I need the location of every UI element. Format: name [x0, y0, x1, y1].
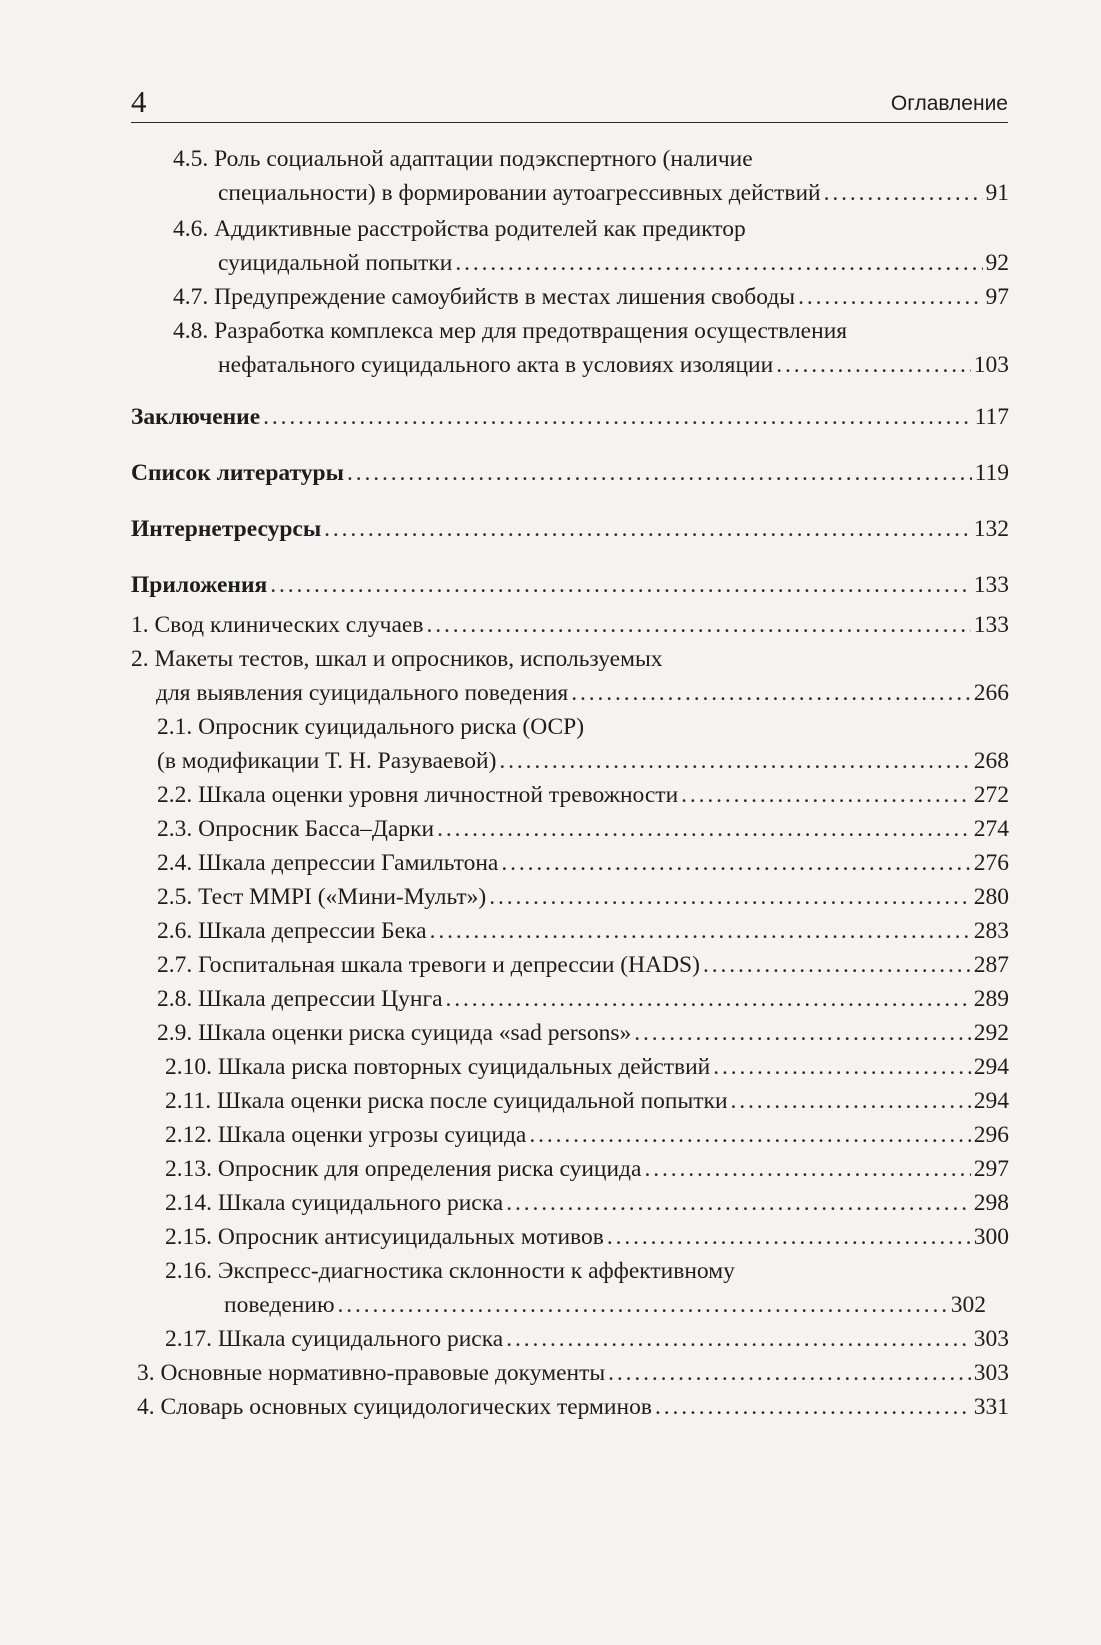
entry-title: Шкала оценки риска после суицидальной попытки: [217, 1088, 728, 1114]
entry-page: 294: [973, 1054, 1009, 1080]
dot-leader: [713, 1050, 970, 1084]
entry-page: 289: [973, 986, 1009, 1012]
dot-leader: [608, 1356, 971, 1390]
entry-number: 3.: [137, 1360, 155, 1386]
entry-title: Шкала депрессии Бека: [198, 918, 427, 944]
entry-number: 4.8.: [173, 318, 209, 344]
toc-entry-appendix-2-5[interactable]: [157, 880, 1009, 914]
entry-title-continued: поведению: [224, 1292, 335, 1318]
entry-title: Опросник Басса–Дарки: [198, 816, 435, 842]
entry-title: Шкала оценки риска суицида «sad persons»: [198, 1020, 632, 1046]
entry-page: 97: [985, 284, 1009, 310]
entry-title: Опросник для определения риска суицида: [217, 1156, 642, 1182]
entry-title: Роль социальной адаптации подэкспертного (наличие: [214, 146, 753, 172]
entry-title: Опросник антисуицидальных мотивов: [217, 1224, 604, 1250]
toc-entry-appendix-2-16[interactable]: [165, 1254, 986, 1322]
entry-page: 91: [985, 180, 1009, 206]
entry-number: 2.12.: [165, 1122, 212, 1148]
toc-entry-appendix-2-10[interactable]: [165, 1050, 1009, 1084]
dot-leader: [798, 280, 982, 314]
dot-leader: [499, 744, 970, 778]
entry-title: Приложения: [131, 572, 268, 598]
entry-title-continued: для выявления суицидального поведения: [156, 680, 569, 706]
entry-page: 276: [973, 850, 1009, 876]
entry-title: Аддиктивные расстройства родителей как предиктор: [214, 216, 746, 242]
entry-number: 2.: [131, 646, 149, 672]
toc-entry-appendix-3[interactable]: [137, 1356, 1009, 1390]
entry-title: Разработка комплекса мер для предотвращения осуществления: [214, 318, 848, 344]
toc-entry-appendix-2-2[interactable]: [157, 778, 1009, 812]
toc-entry-appendix-2-17[interactable]: [165, 1322, 1009, 1356]
toc-entry-appendix-4[interactable]: [137, 1390, 1009, 1424]
entry-title: Шкала риска повторных суицидальных действий: [217, 1054, 711, 1080]
entry-number: 4.7.: [173, 284, 209, 310]
dot-leader: [347, 456, 972, 490]
toc-entry-appendix-2-9[interactable]: [157, 1016, 1009, 1050]
entry-number: 4.: [137, 1394, 155, 1420]
entry-number: 2.2.: [157, 782, 193, 808]
toc-entry-appendix-2-1[interactable]: [157, 710, 1009, 778]
entry-page: 298: [973, 1190, 1009, 1216]
toc-entry-4-7[interactable]: [173, 280, 1009, 314]
entry-title: Экспресс-диагностика склонности к аффективному: [217, 1258, 735, 1284]
toc-entry-4-8[interactable]: [173, 314, 1009, 382]
dot-leader: [681, 778, 971, 812]
entry-page: 302: [950, 1292, 986, 1318]
entry-title: Госпитальная шкала тревоги и депрессии (HADS): [198, 952, 700, 978]
entry-page: 132: [973, 516, 1009, 542]
page-header: [131, 82, 1008, 123]
toc-entry-references[interactable]: [131, 456, 1009, 490]
entry-number: 1.: [131, 612, 149, 638]
entry-page: 300: [973, 1224, 1009, 1250]
toc-entry-appendix-2-12[interactable]: [165, 1118, 1009, 1152]
toc-entry-appendix-2[interactable]: [131, 642, 1009, 710]
entry-number: 2.15.: [165, 1224, 212, 1250]
dot-leader: [824, 176, 983, 210]
entry-page: 297: [973, 1156, 1009, 1182]
dot-leader: [501, 846, 970, 880]
entry-title: Интернетресурсы: [131, 516, 322, 542]
entry-number: 2.5.: [157, 884, 193, 910]
entry-number: 2.14.: [165, 1190, 212, 1216]
entry-page: 272: [973, 782, 1009, 808]
entry-title-continued: нефатального суицидального акта в условиях изоляции: [218, 352, 774, 378]
dot-leader: [731, 1084, 971, 1118]
entry-page: 266: [973, 680, 1009, 706]
entry-page: 133: [973, 612, 1009, 638]
dot-leader: [446, 982, 971, 1016]
toc-entry-appendix-2-6[interactable]: [157, 914, 1009, 948]
entry-title: Шкала оценки уровня личностной тревожности: [198, 782, 679, 808]
entry-number: 4.6.: [173, 216, 209, 242]
entry-title: Основные нормативно-правовые документы: [160, 1360, 606, 1386]
entry-title: Шкала суицидального риска: [217, 1190, 504, 1216]
entry-page: 133: [973, 572, 1009, 598]
entry-title: Шкала депрессии Гамильтона: [198, 850, 499, 876]
entry-page: 292: [973, 1020, 1009, 1046]
entry-page: 117: [974, 404, 1009, 430]
entry-number: 2.3.: [157, 816, 193, 842]
dot-leader: [529, 1118, 970, 1152]
entry-number: 2.4.: [157, 850, 193, 876]
dot-leader: [506, 1186, 971, 1220]
dot-leader: [703, 948, 971, 982]
entry-number: 2.10.: [165, 1054, 212, 1080]
toc-entry-appendix-2-13[interactable]: [165, 1152, 1009, 1186]
entry-page: 283: [973, 918, 1009, 944]
running-title: Оглавление: [890, 92, 1008, 115]
dot-leader: [437, 812, 971, 846]
dot-leader: [489, 880, 971, 914]
entry-title-continued: суицидальной попытки: [218, 250, 453, 276]
entry-page: 296: [973, 1122, 1009, 1148]
entry-page: 331: [973, 1394, 1009, 1420]
entry-page: 303: [973, 1326, 1009, 1352]
entry-title-continued: специальности) в формировании аутоагрессивных действий: [218, 180, 821, 206]
entry-page: 303: [973, 1360, 1009, 1386]
page-number: 4: [131, 84, 147, 119]
dot-leader: [430, 914, 971, 948]
entry-number: 2.11.: [165, 1088, 212, 1114]
toc-entry-appendix-2-14[interactable]: [165, 1186, 1009, 1220]
entry-title: Шкала суицидального риска: [217, 1326, 504, 1352]
entry-page: 92: [985, 250, 1009, 276]
dot-leader: [644, 1152, 970, 1186]
entry-number: 2.7.: [157, 952, 193, 978]
dot-leader: [324, 512, 971, 546]
dot-leader: [426, 608, 970, 642]
entry-page: 280: [973, 884, 1009, 910]
toc-entry-appendix-2-15[interactable]: [165, 1220, 1009, 1254]
entry-title: Предупреждение самоубийств в местах лишения свободы: [214, 284, 796, 310]
entry-number: 2.9.: [157, 1020, 193, 1046]
dot-leader: [634, 1016, 971, 1050]
entry-number: 2.13.: [165, 1156, 212, 1182]
entry-page: 287: [973, 952, 1009, 978]
entry-title-continued: (в модификации Т. Н. Разуваевой): [157, 748, 497, 774]
dot-leader: [655, 1390, 971, 1424]
dot-leader: [506, 1322, 971, 1356]
entry-number: 4.5.: [173, 146, 209, 172]
entry-title: Шкала депрессии Цунга: [198, 986, 443, 1012]
entry-page: 294: [973, 1088, 1009, 1114]
dot-leader: [270, 568, 971, 602]
entry-title: Свод клинических случаев: [154, 612, 424, 638]
entry-page: 268: [973, 748, 1009, 774]
toc-entry-4-5[interactable]: [173, 142, 1009, 210]
entry-title: Список литературы: [131, 460, 344, 486]
entry-page: 103: [973, 352, 1009, 378]
dot-leader: [776, 348, 971, 382]
entry-number: 2.1.: [157, 714, 193, 740]
entry-number: 2.16.: [165, 1258, 212, 1284]
toc-entry-appendix-2-3[interactable]: [157, 812, 1009, 846]
toc-entry-appendix-2-11[interactable]: [165, 1084, 1009, 1118]
toc-entry-appendices[interactable]: [131, 568, 1009, 602]
entry-title: Шкала оценки угрозы суицида: [217, 1122, 527, 1148]
entry-title: Словарь основных суицидологических терминов: [160, 1394, 652, 1420]
entry-number: 2.6.: [157, 918, 193, 944]
entry-number: 2.8.: [157, 986, 193, 1012]
toc-entry-appendix-1[interactable]: [131, 608, 1009, 642]
entry-page: 119: [974, 460, 1009, 486]
entry-title: Опросник суицидального риска (ОСР): [198, 714, 585, 740]
entry-page: 274: [973, 816, 1009, 842]
toc-entry-internet-resources[interactable]: [131, 512, 1009, 546]
dot-leader: [607, 1220, 971, 1254]
dot-leader: [571, 676, 971, 710]
dot-leader: [455, 246, 982, 280]
dot-leader: [263, 400, 971, 434]
toc-entry-appendix-2-7[interactable]: [157, 948, 1009, 982]
toc-entry-appendix-2-4[interactable]: [157, 846, 1009, 880]
toc-entry-conclusion[interactable]: [131, 400, 1009, 434]
entry-title: Заключение: [131, 404, 261, 430]
dot-leader: [338, 1288, 948, 1322]
entry-title: Макеты тестов, шкал и опросников, используемых: [154, 646, 663, 672]
entry-title: Тест MMPI («Мини-Мульт»): [198, 884, 487, 910]
entry-number: 2.17.: [165, 1326, 212, 1352]
toc-entry-appendix-2-8[interactable]: [157, 982, 1009, 1016]
toc-entry-4-6[interactable]: [173, 212, 1009, 280]
